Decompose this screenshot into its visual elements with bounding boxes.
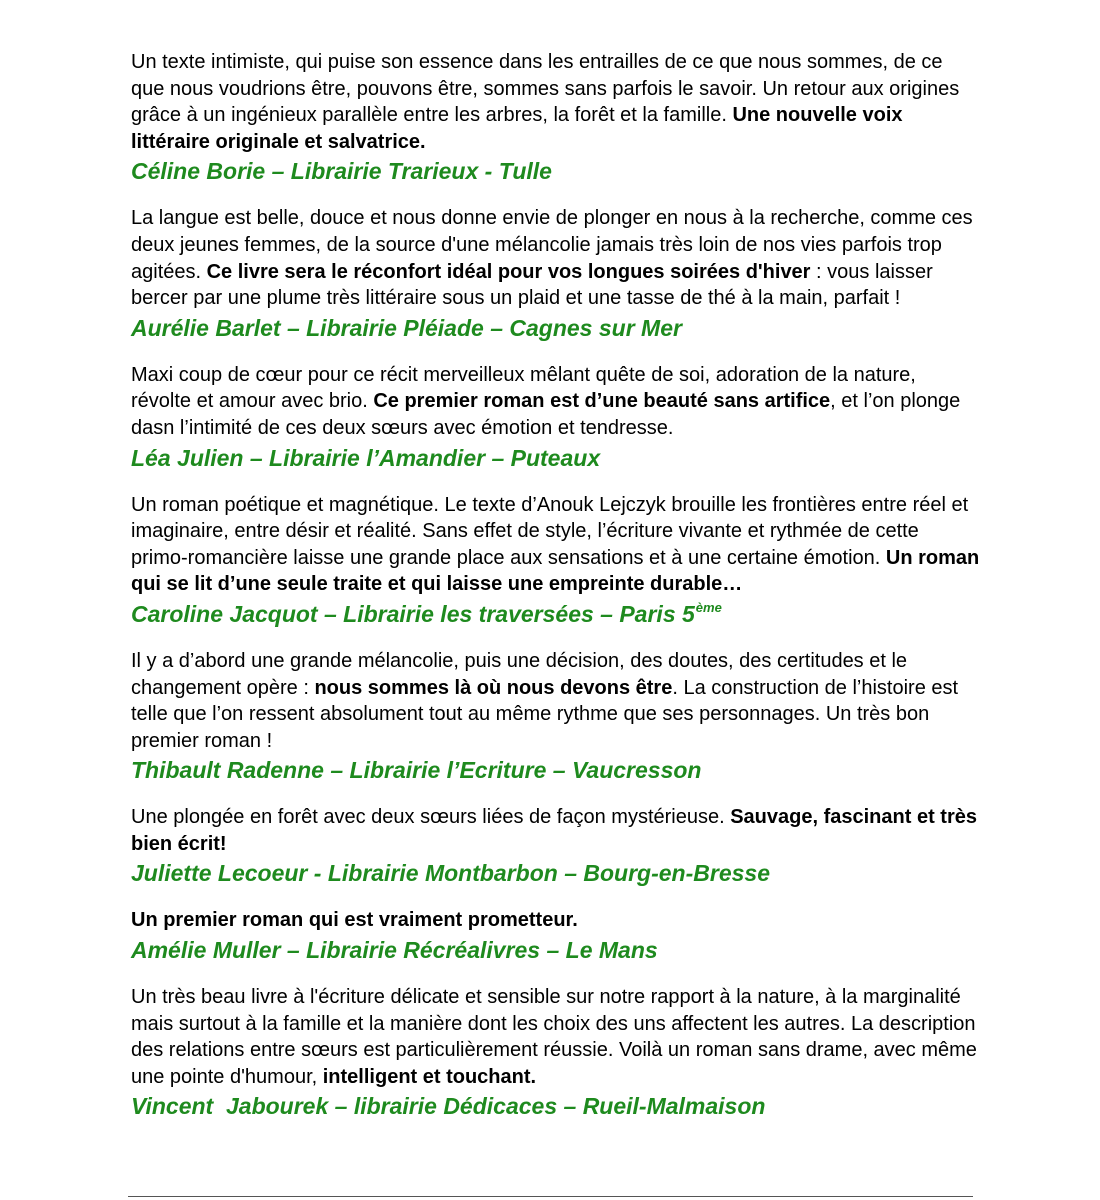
review-author: Céline Borie – Librairie Trarieux - Tulle: [131, 158, 552, 185]
review-text-bold: Sauvage, fascinant et très bien écrit!: [131, 806, 977, 855]
review-amelie-muller: [131, 907, 981, 964]
review-text-plain: Une plongée en forêt avec deux sœurs liées de façon mystérieuse.: [131, 806, 731, 829]
review-caroline-jacquot: [131, 492, 981, 628]
review-text: [131, 205, 981, 311]
review-text-bold: Ce livre sera le réconfort idéal pour vos longues soirées d'hiver: [206, 260, 811, 283]
review-lea-julien: [131, 362, 981, 472]
review-author: Thibault Radenne – Librairie l’Ecriture – Vaucresson: [131, 757, 702, 784]
bottom-divider: [128, 1196, 973, 1197]
review-text-plain: Un très beau livre à l'écriture délicate et sensible sur notre rapport à la nature, à la marginalité mais surtout à la famille et la manière dont les choix des uns affectent les autres. La description des relations entre sœurs est particulièrement réussie. Voilà un roman sans drame, avec même une pointe d'humour,: [131, 986, 977, 1088]
review-text-plain: Un texte intimiste, qui puise son essence dans les entrailles de ce que nous sommes, de ce que nous voudrions être, pouvons être, sommes sans parfois le savoir. Un retour aux origines grâce à un ingénieux parallèle entre les arbres, la forêt et la famille.: [131, 51, 960, 127]
review-text-bold: Une nouvelle voix littéraire originale et salvatrice.: [131, 104, 903, 153]
review-text-plain: Maxi coup de cœur pour ce récit merveilleux mêlant quête de soi, adoration de la nature, révolte et amour avec brio.: [131, 363, 916, 413]
review-author: Aurélie Barlet – Librairie Pléiade – Cagnes sur Mer: [131, 314, 682, 341]
review-author: Amélie Muller – Librairie Récréalivres – Le Mans: [131, 937, 658, 964]
review-text: [131, 907, 981, 934]
review-text: [131, 49, 981, 155]
review-author-name: Vincent Jabourek – librairie Dédicaces – Rueil-Malmaison: [131, 1093, 766, 1120]
review-author: Juliette Lecoeur - Librairie Montbarbon – Bourg-en-Bresse: [131, 860, 770, 887]
review-text-plain: : vous laisser bercer par une plume très littéraire sous un plaid et une tasse de thé à la main, parfait !: [131, 260, 933, 310]
review-text-bold: intelligent et touchant.: [322, 1065, 537, 1088]
review-author-superscript: ème: [695, 599, 722, 615]
review-thibault-radenne: [131, 648, 981, 784]
review-text-bold: Un roman qui se lit d’une seule traite et qui laisse une empreinte durable…: [131, 546, 980, 596]
review-author: [131, 600, 981, 628]
review-text-plain: , et l’on plonge dasn l’intimité de ces deux sœurs avec émotion et tendresse.: [131, 390, 961, 439]
review-text: [131, 362, 981, 442]
review-text-plain: Il y a d’abord une grande mélancolie, puis une décision, des doutes, des certitudes et le changement opère :: [131, 649, 908, 699]
review-text-bold: nous sommes là où nous devons être: [314, 676, 673, 699]
review-text: [131, 984, 981, 1090]
review-author-name: Caroline Jacquot – Librairie les traversées – Paris 5: [131, 600, 695, 627]
review-text-bold: Un premier roman qui est vraiment prometteur.: [131, 909, 578, 932]
review-text: [131, 804, 981, 857]
review-text: [131, 492, 981, 598]
review-juliette-lecoeur: [131, 804, 981, 887]
review-text: [131, 648, 981, 754]
review-aurelie-barlet: [131, 205, 981, 341]
review-text-plain: . La construction de l’histoire est telle que l’on ressent absolument tout au même rythme que ses personnages. Un très bon premier roman !: [131, 676, 959, 752]
review-author: [131, 1092, 981, 1120]
review-author: Léa Julien – Librairie l’Amandier – Puteaux: [131, 444, 601, 471]
reviews-page: [131, 49, 981, 1120]
review-vincent-jabourek: [131, 984, 981, 1120]
review-text-bold: Ce premier roman est d’une beauté sans artifice: [373, 390, 831, 413]
review-celine-borie: [131, 49, 981, 185]
review-text-plain: Un roman poétique et magnétique. Le texte d’Anouk Lejczyk brouille les frontières entre réel et imaginaire, entre désir et réalité. Sans effet de style, l’écriture vivante et rythmée de cette primo-romancière laisse une grande place aux sensations et à une certaine émotion.: [131, 493, 969, 569]
review-text-plain: La langue est belle, douce et nous donne envie de plonger en nous à la recherche, comme ces deux jeunes femmes, de la source d'une mélancolie jamais très loin de nos vies parfois trop agitées.: [131, 207, 973, 283]
